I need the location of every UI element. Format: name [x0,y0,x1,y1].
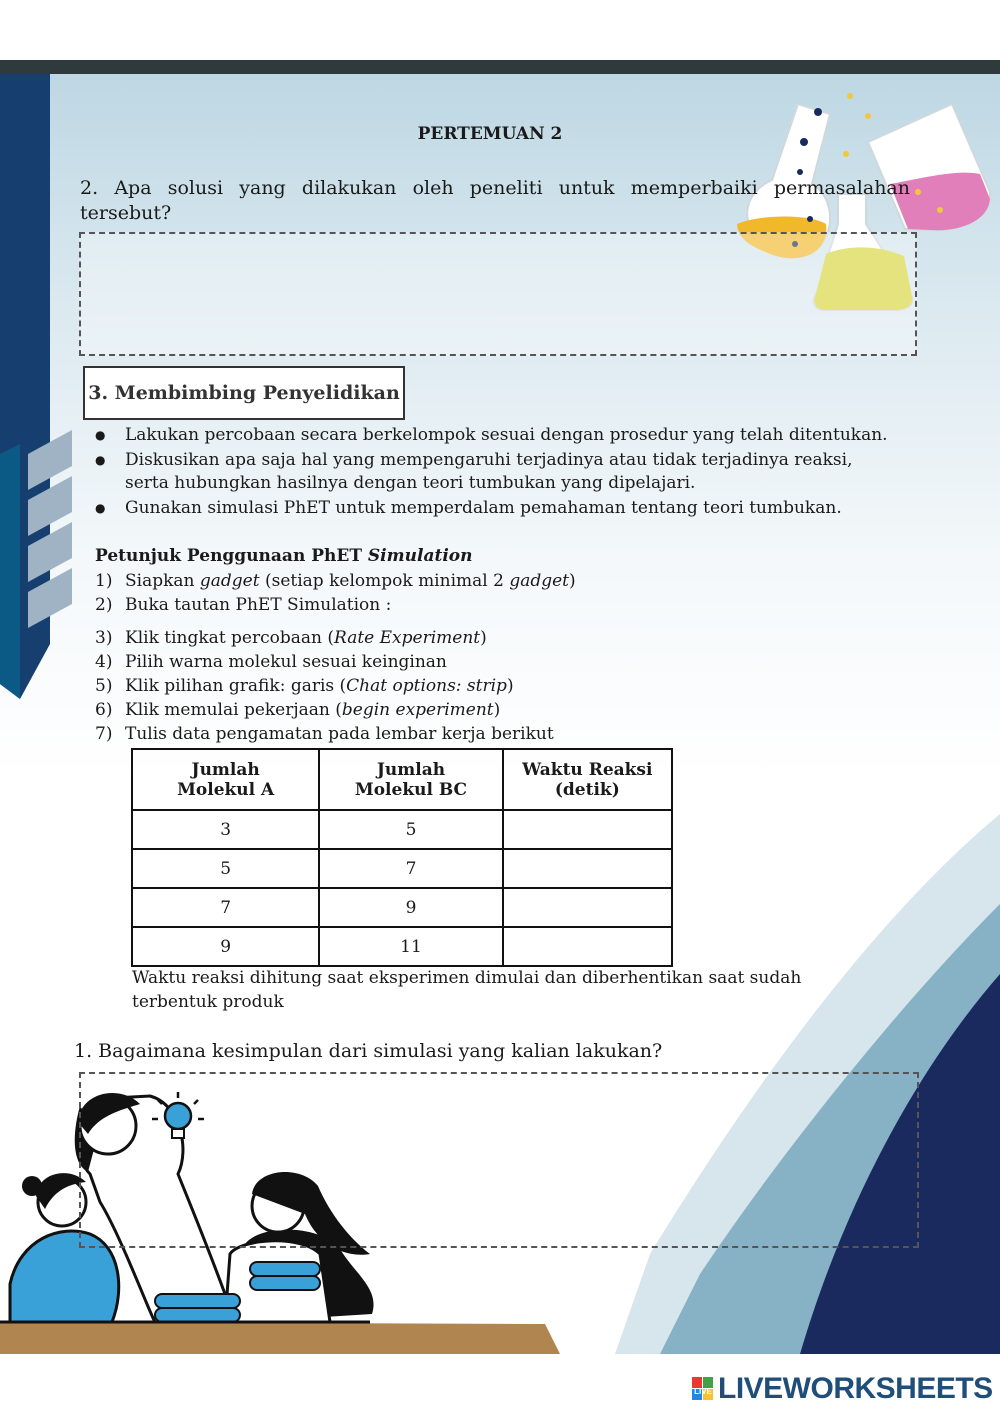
step-item [95,722,554,746]
answer-box-question-1[interactable] [79,1072,919,1248]
liveworksheets-logo-icon [692,1377,714,1401]
step-text: Klik memulai pekerjaan ( [125,700,342,720]
table-row [132,888,672,927]
liveworksheets-logo-text: LIVEWORKSHEETS [718,1372,993,1405]
top-bar [0,60,1000,74]
step-number: 6) [95,700,113,720]
step-number: 1) [95,571,113,591]
step-text: Klik tingkat percobaan ( [125,628,335,648]
bullet-item: ● Lakukan percobaan secara berkelompok sesuai dengan prosedur yang telah ditentukan. [95,424,895,447]
molekul-a-cell: 9 [132,927,319,966]
worksheet-page [0,74,1000,1354]
step-text: Pilih warna molekul sesuai keinginan [125,652,447,672]
page-title: PERTEMUAN 2 [417,124,563,144]
step-number: 7) [95,724,113,744]
step-item [95,626,554,650]
step-item [95,650,554,674]
table-header-waktu-reaksi: Waktu Reaksi (detik) [503,749,672,810]
molekul-bc-cell: 11 [319,927,502,966]
step-item [95,593,576,617]
phet-guide-heading [95,546,472,566]
reaction-time-input-cell[interactable] [503,849,672,888]
table-row [132,810,672,849]
table-header-molekul-a: Jumlah Molekul A [132,749,319,810]
step-text: Siapkan [125,571,200,591]
step-text: (setiap kelompok minimal 2 [259,571,510,591]
liveworksheets-logo[interactable] [692,1372,993,1406]
question-1: 1. Bagaimana kesimpulan dari simulasi yang kalian lakukan? [74,1040,663,1062]
step-text: ) [569,571,576,591]
section-heading: 3. Membimbing Penyelidikan [83,366,405,420]
table-row [132,927,672,966]
molekul-bc-cell: 5 [319,810,502,849]
phet-steps-list-continued [95,626,554,746]
left-ribbon-shade [0,444,20,699]
molekul-a-cell: 7 [132,888,319,927]
step-item [95,569,576,593]
table-row [132,849,672,888]
reaction-time-input-cell[interactable] [503,810,672,849]
step-text: ) [480,628,487,648]
step-item [95,674,554,698]
answer-box-question-2[interactable] [79,232,917,356]
step-number: 3) [95,628,113,648]
step-text-italic: gadget [199,571,260,591]
floor-strip [0,1322,560,1354]
phet-steps-list [95,569,576,617]
reaction-time-input-cell[interactable] [503,888,672,927]
logo-mark-letters: LIVE [694,1387,712,1396]
question-2: 2. Apa solusi yang dilakukan oleh peneliti untuk memperbaiki permasalahan tersebut? [80,177,910,224]
step-number: 5) [95,676,113,696]
molekul-a-cell: 5 [132,849,319,888]
bullet-item: ● Gunakan simulasi PhET untuk memperdalam pemahaman tentang teori tumbukan. [95,497,895,520]
step-text: ) [493,700,501,720]
step-text: Buka tautan PhET Simulation : [125,595,392,615]
bullet-item: ● Diskusikan apa saja hal yang mempengaruhi terjadinya atau tidak terjadinya reaksi, serta hubungkan hasilnya dengan teori tumbukan yang dipelajari. [95,449,895,495]
step-text-italic: gadget [509,571,570,591]
table-header-row [132,749,672,810]
step-number: 2) [95,595,113,615]
table-note: Waktu reaksi dihitung saat eksperimen dimulai dan diberhentikan saat sudah terbentuk produk [132,968,802,1012]
molekul-bc-cell: 9 [319,888,502,927]
step-text-italic: Chat options: strip [346,676,507,696]
phet-guide-heading-emphasis: Simulation [367,546,473,566]
table-header-molekul-bc: Jumlah Molekul BC [319,749,502,810]
molekul-a-cell: 3 [132,810,319,849]
step-text: Tulis data pengamatan pada lembar kerja berikut [125,724,554,744]
observation-table [131,748,673,967]
reaction-time-input-cell[interactable] [503,927,672,966]
step-text: Klik pilihan grafik: garis ( [125,676,347,696]
phet-guide-heading-text: Petunjuk Penggunaan PhET [95,546,368,566]
step-item [95,698,554,722]
step-text-italic: Rate Experiment [334,628,481,648]
instruction-bullets [95,424,895,522]
step-text: ) [506,676,514,696]
molekul-bc-cell: 7 [319,849,502,888]
step-text-italic: begin experiment [341,700,494,720]
step-number: 4) [95,652,113,672]
